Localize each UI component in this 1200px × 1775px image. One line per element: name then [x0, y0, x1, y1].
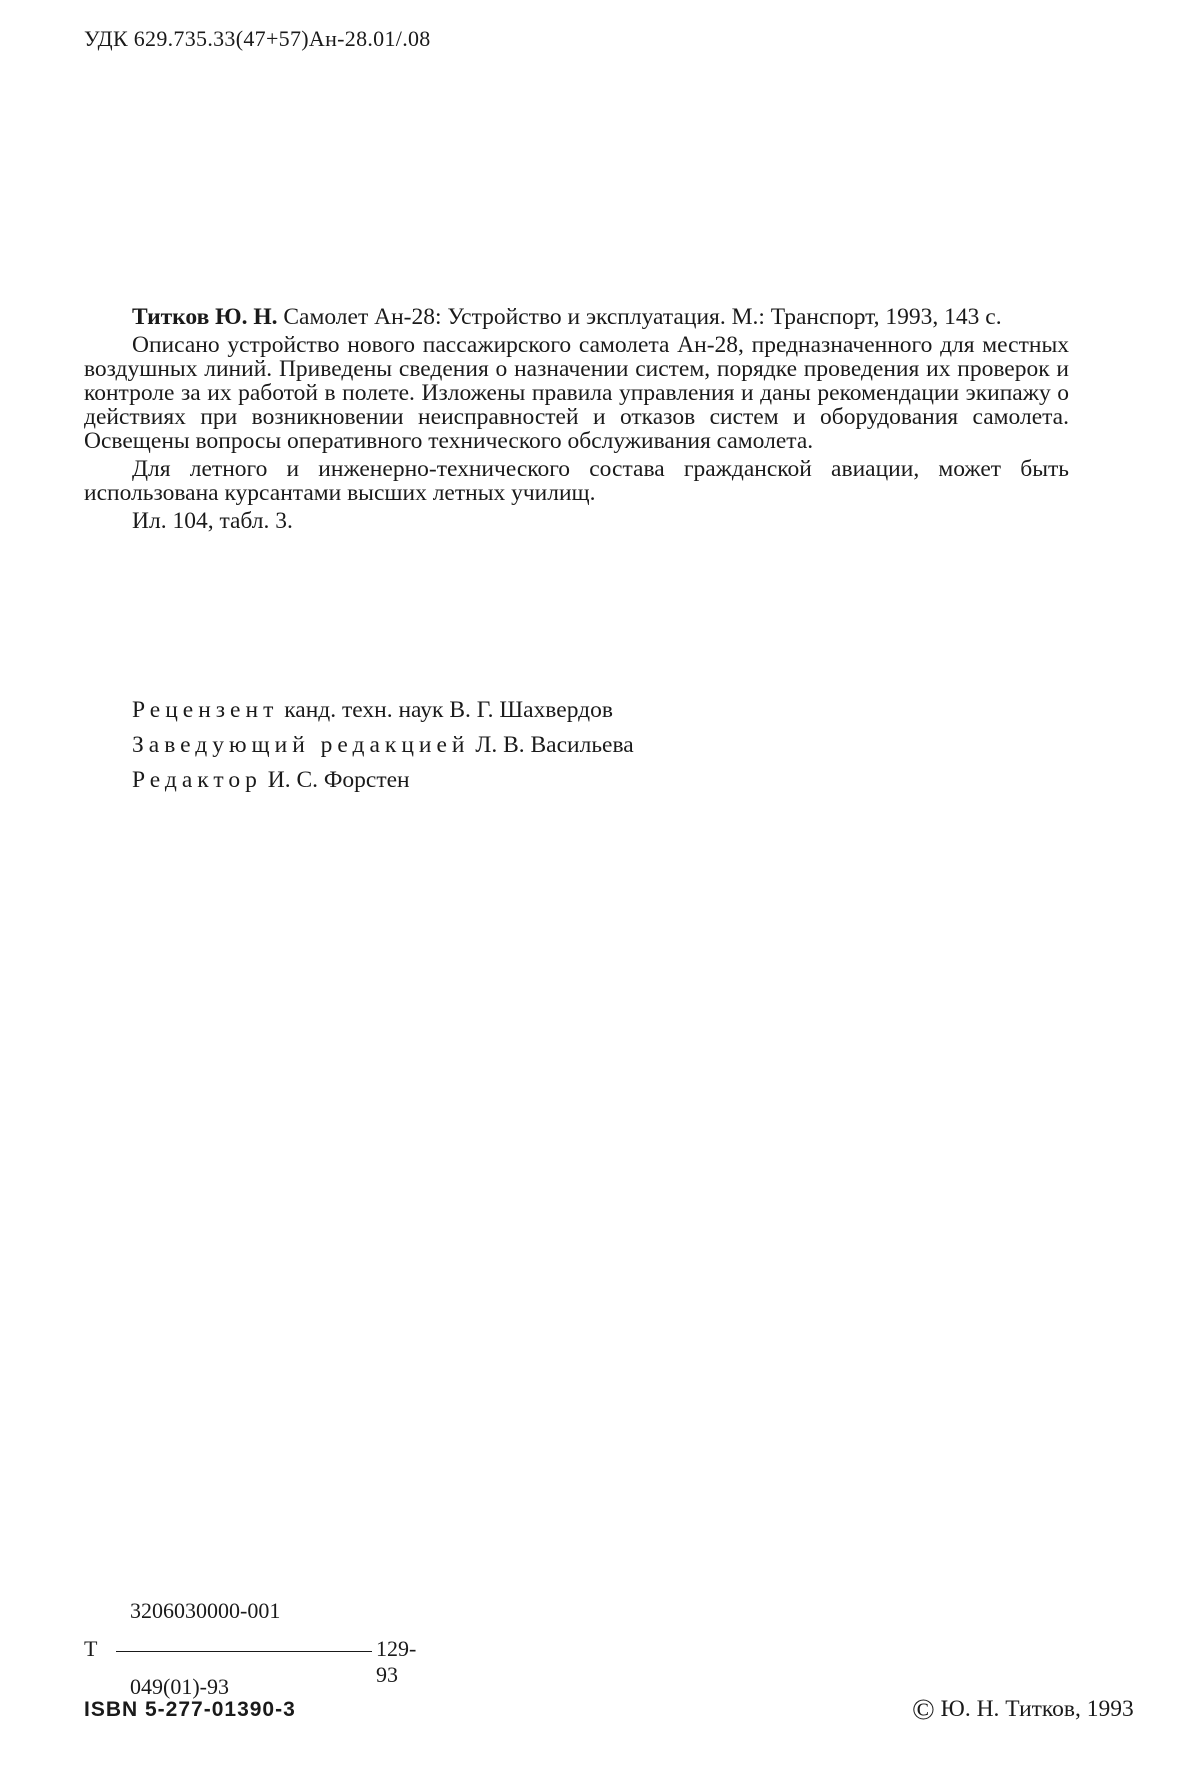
illustrations-count: Ил. 104, табл. 3.	[132, 508, 293, 534]
credits-block	[132, 693, 634, 798]
credit-role: Рецензент	[132, 697, 279, 723]
credit-reviewer	[132, 693, 634, 728]
fraction-line	[116, 1651, 372, 1652]
credit-person: Л. В. Васильева	[475, 732, 634, 758]
credit-editor	[132, 763, 634, 798]
abstract-block	[84, 305, 1069, 533]
catalog-code-right: 129-93	[376, 1636, 417, 1687]
bibliographic-entry	[84, 305, 1069, 329]
abstract-paragraph: Описано устройство нового пассажирского самолета Ан-28, предназначенного для местных воздушных линий. Приведены сведения о назначении систем, порядке проведения их проверок и контроле за их работой в полете. Изложены правила управления и даны рекомендации экипажу о действиях при возникновении неисправностей и отказов систем и оборудования самолета. Освещены вопросы оперативного технического обслуживания самолета.	[84, 332, 1069, 454]
credit-role: Заведующий редакцией	[132, 732, 470, 758]
copyright-icon: ©	[912, 1693, 935, 1726]
copyright-text: Ю. Н. Титков, 1993	[940, 1696, 1134, 1722]
credit-managing-editor	[132, 728, 634, 763]
isbn: ISBN 5-277-01390-3	[84, 1698, 296, 1721]
book-entry: Самолет Ан-28: Устройство и эксплуатация. М.: Транспорт, 1993, 143 с.	[283, 304, 1002, 330]
catalog-code-letter: Т	[84, 1636, 98, 1661]
credit-role: Редактор	[132, 767, 262, 793]
credit-person: канд. техн. наук В. Г. Шахвердов	[284, 697, 613, 723]
catalog-code-top: 3206030000-001	[130, 1598, 281, 1623]
credit-person: И. С. Форстен	[267, 767, 410, 793]
audience-paragraph: Для летного и инженерно-технического состава гражданской авиации, может быть использована курсантами высших летных училищ.	[84, 456, 1069, 506]
author-name: Титков Ю. Н.	[132, 304, 278, 330]
catalog-code-bottom: 049(01)-93	[130, 1674, 229, 1699]
udk-code: УДК 629.735.33(47+57)Ан-28.01/.08	[84, 26, 431, 51]
catalog-code	[84, 1598, 417, 1708]
copyright-notice	[912, 1693, 1134, 1727]
